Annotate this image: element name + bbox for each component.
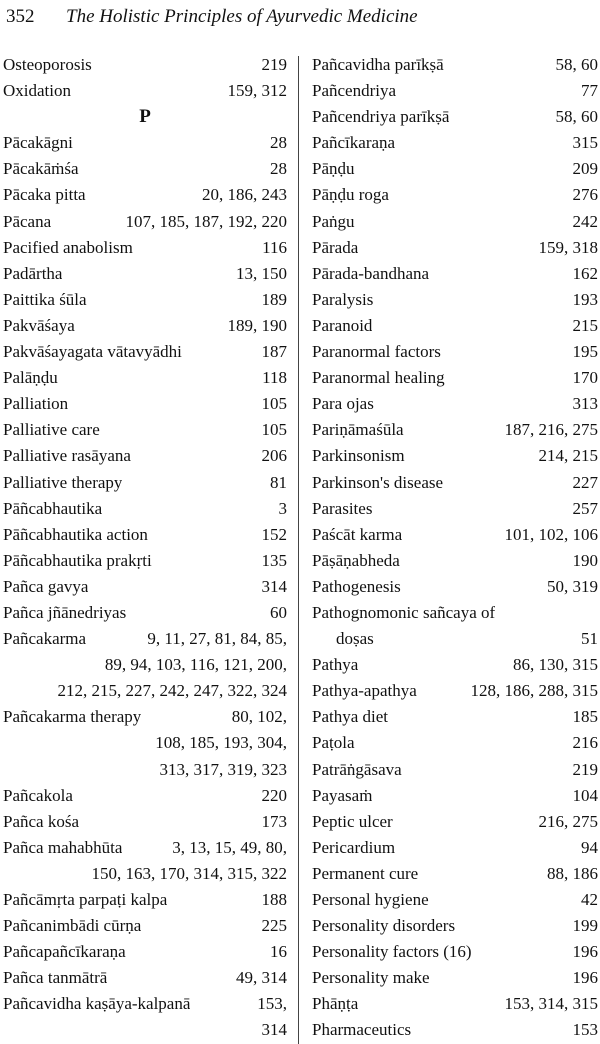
page-references: 9, 11, 27, 81, 84, 85, bbox=[147, 629, 287, 649]
index-entry bbox=[312, 209, 598, 235]
index-entry bbox=[3, 261, 287, 287]
index-entry bbox=[312, 626, 598, 652]
page-references: 86, 130, 315 bbox=[513, 655, 598, 675]
index-entry bbox=[3, 156, 287, 182]
column-divider bbox=[298, 56, 299, 1044]
index-term: Pācaka pitta bbox=[3, 185, 86, 205]
index-entry bbox=[3, 574, 287, 600]
index-term: Pācana bbox=[3, 211, 52, 231]
page-references: 89, 94, 103, 116, 121, 200, bbox=[104, 655, 287, 675]
page-references: 199 bbox=[572, 916, 598, 936]
index-entry bbox=[3, 965, 287, 991]
index-entry bbox=[312, 104, 598, 130]
index-term: Pañca kośa bbox=[3, 811, 80, 831]
index-entry bbox=[312, 391, 598, 417]
index-term: Palliative therapy bbox=[3, 472, 123, 492]
index-entry bbox=[312, 235, 598, 261]
index-entry bbox=[3, 809, 287, 835]
index-term: Pañcīkaraṇa bbox=[312, 133, 396, 153]
index-term: Pañcavidha kaṣāya-kalpanā bbox=[3, 994, 191, 1014]
index-term: Pācakāṁśa bbox=[3, 159, 79, 179]
index-entry bbox=[312, 965, 598, 991]
index-term: Para ojas bbox=[312, 394, 374, 414]
page-references: 50, 319 bbox=[547, 576, 598, 596]
index-entry bbox=[3, 783, 287, 809]
page-references: 162 bbox=[572, 263, 598, 283]
index-entry bbox=[3, 417, 287, 443]
page-references: 189 bbox=[261, 289, 287, 309]
page-references: 187 bbox=[261, 342, 287, 362]
page-references: 80, 102, bbox=[231, 707, 287, 727]
index-entry bbox=[3, 548, 287, 574]
index-term: Pakvāśaya bbox=[3, 315, 75, 335]
page-references: 220 bbox=[261, 785, 287, 805]
index-term: Peptic ulcer bbox=[312, 811, 393, 831]
page-references: 196 bbox=[572, 942, 598, 962]
page-references: 196 bbox=[572, 968, 598, 988]
index-term: Pāṇḍu bbox=[312, 159, 355, 179]
index-term: Pañcakarma bbox=[3, 629, 87, 649]
index-term: Patrāṅgāsava bbox=[312, 759, 402, 779]
index-entry bbox=[3, 704, 287, 730]
index-entry bbox=[312, 730, 598, 756]
index-term: Pakvāśayagata vātavyādhi bbox=[3, 342, 182, 362]
page-references: 188 bbox=[261, 890, 287, 909]
index-term: Padārtha bbox=[3, 263, 63, 283]
index-term: Pathya-apathya bbox=[312, 681, 417, 701]
page-references: 3, 13, 15, 49, 80, bbox=[172, 837, 287, 857]
page-references: 189, 190 bbox=[227, 315, 287, 335]
index-term: Palliation bbox=[3, 394, 69, 414]
index-entry bbox=[3, 887, 287, 913]
page-references: 153, bbox=[257, 994, 287, 1014]
page-references: 94 bbox=[581, 837, 598, 857]
index-entry bbox=[312, 887, 598, 913]
page-references: 219 bbox=[261, 55, 287, 74]
page-references: 16 bbox=[270, 942, 287, 962]
index-entry bbox=[3, 391, 287, 417]
page-references: 195 bbox=[572, 342, 598, 362]
index-entry bbox=[312, 78, 598, 104]
index-entry bbox=[312, 783, 598, 809]
index-entry bbox=[312, 861, 598, 887]
index-entry bbox=[3, 182, 287, 208]
index-entry bbox=[312, 130, 598, 156]
index-term: Pāñcabhautika prakṛti bbox=[3, 550, 152, 570]
page-references: 60 bbox=[270, 602, 287, 622]
index-entry-continuation bbox=[3, 1017, 287, 1043]
page-references: 216, 275 bbox=[538, 811, 598, 831]
index-term: Pathognomonic sañcaya of bbox=[312, 602, 496, 622]
index-term: Pārada-bandhana bbox=[312, 263, 430, 283]
index-entry bbox=[312, 52, 598, 78]
index-term: Pharmaceutics bbox=[312, 1020, 412, 1040]
page-references: 135 bbox=[261, 550, 287, 570]
index-entry bbox=[3, 496, 287, 522]
page-references: 159, 312 bbox=[227, 81, 287, 101]
index-term: Personality factors (16) bbox=[312, 942, 472, 962]
index-term: Pañcendriya bbox=[312, 81, 397, 101]
index-term: Pañcanimbādi cūrṇa bbox=[3, 916, 142, 936]
page-references: 276 bbox=[572, 185, 598, 205]
index-entry-continuation bbox=[3, 678, 287, 704]
page-references: 193 bbox=[572, 289, 598, 309]
index-entry bbox=[312, 522, 598, 548]
index-term: Pathya diet bbox=[312, 707, 389, 727]
index-term: Personality make bbox=[312, 968, 430, 988]
page-references: 153, 314, 315 bbox=[504, 994, 598, 1014]
index-term: Pañcakola bbox=[3, 785, 73, 805]
page-references: 150, 163, 170, 314, 315, 322 bbox=[91, 863, 287, 883]
index-term: Payasaṁ bbox=[312, 785, 373, 805]
index-term: Phāṇṭa bbox=[312, 994, 359, 1014]
page-references: 187, 216, 275 bbox=[504, 420, 598, 440]
index-entry bbox=[312, 470, 598, 496]
index-term: Pañcavidha parīkṣā bbox=[312, 55, 444, 74]
index-term: Pañcāmṛta parpaṭi kalpa bbox=[3, 890, 168, 909]
page-references: 51 bbox=[581, 629, 598, 649]
index-entry bbox=[312, 182, 598, 208]
page-references: 185 bbox=[572, 707, 598, 727]
page-references: 101, 102, 106 bbox=[504, 524, 598, 544]
index-entry bbox=[3, 626, 287, 652]
index-entry bbox=[312, 600, 598, 626]
page-references: 107, 185, 187, 192, 220 bbox=[125, 211, 287, 231]
index-term: Pañca jñānedriyas bbox=[3, 602, 127, 622]
page-references: 105 bbox=[261, 394, 287, 414]
index-entry bbox=[312, 678, 598, 704]
index-entry bbox=[3, 991, 287, 1017]
page-references: 28 bbox=[270, 159, 287, 179]
index-entry bbox=[312, 913, 598, 939]
index-term: Pañcapañcīkaraṇa bbox=[3, 942, 126, 962]
index-entry bbox=[312, 757, 598, 783]
page-references: 159, 318 bbox=[538, 237, 598, 257]
index-entry bbox=[3, 287, 287, 313]
page-references: 88, 186 bbox=[547, 863, 598, 883]
page-references: 257 bbox=[572, 498, 598, 518]
page-references: 128, 186, 288, 315 bbox=[470, 681, 598, 701]
index-entry bbox=[312, 261, 598, 287]
page-references: 105 bbox=[261, 420, 287, 440]
page-references: 116 bbox=[262, 237, 287, 257]
index-term: Pañcakarma therapy bbox=[3, 707, 142, 727]
page-references: 13, 150 bbox=[236, 263, 287, 283]
page-references: 153 bbox=[572, 1020, 598, 1040]
page-references: 215 bbox=[572, 315, 598, 335]
index-term: Pathogenesis bbox=[312, 576, 401, 596]
page-references: 219 bbox=[572, 759, 598, 779]
page-references: 77 bbox=[581, 81, 598, 101]
index-column-right bbox=[312, 52, 598, 1044]
index-column-left bbox=[3, 52, 287, 1044]
index-term: Pañca gavya bbox=[3, 576, 89, 596]
section-letter-heading: P bbox=[139, 106, 151, 128]
page-references: 104 bbox=[572, 785, 598, 805]
page-header bbox=[6, 6, 596, 36]
page-references: 58, 60 bbox=[555, 107, 598, 127]
page-references: 118 bbox=[262, 368, 287, 388]
page-references: 216 bbox=[572, 733, 598, 753]
index-term: Paranormal healing bbox=[312, 368, 445, 388]
page-references: 170 bbox=[572, 368, 598, 388]
page-number: 352 bbox=[6, 6, 35, 27]
index-term: Palliative care bbox=[3, 420, 100, 440]
index-entry bbox=[312, 496, 598, 522]
index-term: Paranoid bbox=[312, 315, 373, 335]
index-entry bbox=[312, 156, 598, 182]
page-references: 42 bbox=[581, 890, 598, 909]
index-term: Personality disorders bbox=[312, 916, 456, 936]
page-references: 212, 215, 227, 242, 247, 322, 324 bbox=[57, 681, 287, 701]
page-references: 58, 60 bbox=[555, 55, 598, 74]
index-entry bbox=[3, 443, 287, 469]
index-entry bbox=[3, 209, 287, 235]
index-term: Paranormal factors bbox=[312, 342, 441, 362]
index-entry bbox=[312, 835, 598, 861]
page-references: 314 bbox=[261, 576, 287, 596]
index-entry-continuation bbox=[3, 652, 287, 678]
index-entry bbox=[312, 1017, 598, 1043]
index-term: Pacified anabolism bbox=[3, 237, 133, 257]
index-term: Paścāt karma bbox=[312, 524, 403, 544]
index-term: Pāṣāṇabheda bbox=[312, 550, 400, 570]
index-entry bbox=[3, 600, 287, 626]
index-entry bbox=[312, 704, 598, 730]
index-entry bbox=[312, 443, 598, 469]
page-references: 20, 186, 243 bbox=[202, 185, 287, 205]
index-entry bbox=[312, 417, 598, 443]
index-term: Parkinson's disease bbox=[312, 472, 444, 492]
index-term: Paṅgu bbox=[312, 211, 355, 231]
page-references: 28 bbox=[270, 133, 287, 153]
index-term: Paittika śūla bbox=[3, 289, 87, 309]
index-entry bbox=[3, 235, 287, 261]
index-term: Palliative rasāyana bbox=[3, 446, 131, 466]
page-references: 225 bbox=[261, 916, 287, 936]
index-term: Palāṇḍu bbox=[3, 368, 58, 388]
index-term: Pericardium bbox=[312, 837, 396, 857]
page-references: 190 bbox=[572, 550, 598, 570]
index-term: Pāñcabhautika bbox=[3, 498, 103, 518]
index-term: Pācakāgni bbox=[3, 133, 73, 153]
page-references: 152 bbox=[261, 524, 287, 544]
index-entry bbox=[312, 809, 598, 835]
page-references: 206 bbox=[261, 446, 287, 466]
index-entry bbox=[3, 365, 287, 391]
index-entry bbox=[312, 339, 598, 365]
index-entry bbox=[312, 313, 598, 339]
index-term: Pañca mahabhūta bbox=[3, 837, 123, 857]
index-entry bbox=[3, 913, 287, 939]
page-references: 315 bbox=[572, 133, 598, 153]
page-references: 314 bbox=[261, 1020, 287, 1040]
index-entry-continuation bbox=[3, 861, 287, 887]
page-references: 81 bbox=[270, 472, 287, 492]
index-term: Oxidation bbox=[3, 81, 71, 101]
index-entry bbox=[312, 939, 598, 965]
index-entry-continuation bbox=[3, 757, 287, 783]
index-entry bbox=[3, 130, 287, 156]
index-entry bbox=[312, 652, 598, 678]
index-entry-continuation bbox=[3, 730, 287, 756]
page-references: 49, 314 bbox=[236, 968, 287, 988]
page-references: 313 bbox=[572, 394, 598, 414]
page-references: 242 bbox=[572, 211, 598, 231]
index-term: Pārada bbox=[312, 237, 359, 257]
index-entry bbox=[3, 939, 287, 965]
index-term: Pāñcabhautika action bbox=[3, 524, 148, 544]
index-entry bbox=[3, 339, 287, 365]
index-term: Parasites bbox=[312, 498, 373, 518]
page-references: 214, 215 bbox=[538, 446, 598, 466]
running-title: The Holistic Principles of Ayurvedic Medicine bbox=[66, 6, 418, 27]
index-entry bbox=[3, 52, 287, 78]
page-references: 313, 317, 319, 323 bbox=[159, 759, 287, 779]
index-entry bbox=[3, 470, 287, 496]
page-references: 3 bbox=[278, 498, 287, 518]
page-references: 227 bbox=[572, 472, 598, 492]
index-entry bbox=[3, 835, 287, 861]
index-term: Paṭola bbox=[312, 733, 355, 753]
index-term: Pañcendriya parīkṣā bbox=[312, 107, 450, 127]
index-entry bbox=[3, 78, 287, 104]
page-references: 209 bbox=[572, 159, 598, 179]
index-term: Paralysis bbox=[312, 289, 374, 309]
index-term: Personal hygiene bbox=[312, 890, 429, 909]
index-term: Pathya bbox=[312, 655, 359, 675]
index-term: Pāṇḍu roga bbox=[312, 185, 389, 205]
index-term: Pariṇāmaśūla bbox=[312, 420, 404, 440]
index-entry bbox=[312, 548, 598, 574]
index-entry bbox=[312, 991, 598, 1017]
index-term: Pañca tanmātrā bbox=[3, 968, 108, 988]
page-references: 173 bbox=[261, 811, 287, 831]
index-entry bbox=[312, 287, 598, 313]
index-entry bbox=[3, 522, 287, 548]
page-references: 108, 185, 193, 304, bbox=[155, 733, 287, 753]
index-entry bbox=[312, 574, 598, 600]
index-term: Parkinsonism bbox=[312, 446, 405, 466]
index-entry bbox=[3, 313, 287, 339]
index-term: Osteoporosis bbox=[3, 55, 92, 74]
index-term: doṣas bbox=[336, 629, 374, 649]
index-term: Permanent cure bbox=[312, 863, 419, 883]
index-entry bbox=[312, 365, 598, 391]
